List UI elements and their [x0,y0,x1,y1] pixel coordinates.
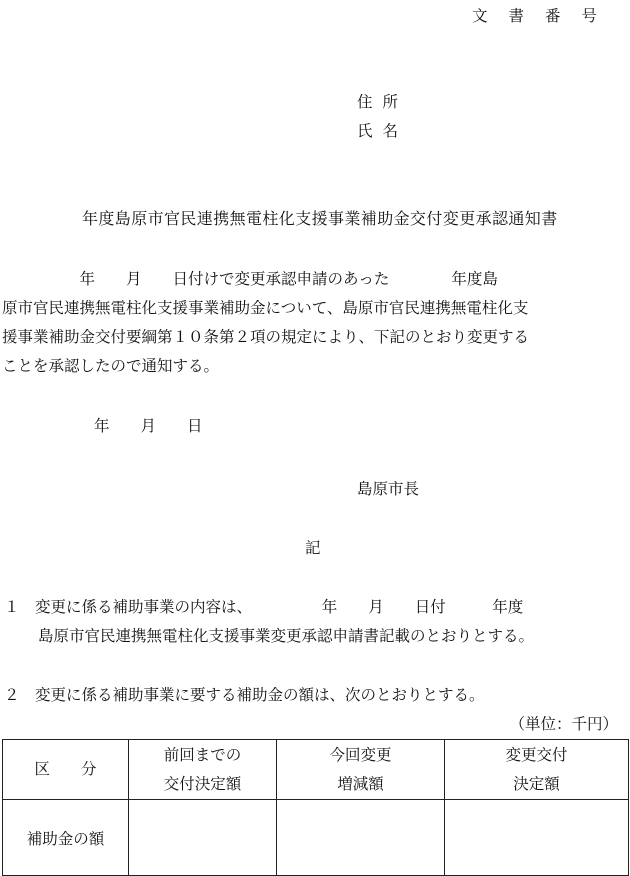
amount-cell [129,800,277,876]
header-text: 変更交付 [505,745,568,764]
document-number: 文書番号 [471,7,618,25]
subsidy-amount-table [2,739,629,876]
amount-cell [445,800,629,876]
ki-heading: 記 [305,539,321,557]
item-1-line-1: １ 変更に係る補助事業の内容は、 年 月 日付 年度 [4,598,524,616]
body-line: 年 月 日付けで変更承認申請のあった 年度島 [2,270,498,288]
issuer-name: 島原市長 [357,480,420,498]
body-line: 原市官民連携無電柱化支援事業補助金について、島原市官民連携無電柱化支 [2,299,529,317]
notice-date: 年 月 日 [94,417,203,435]
name-label: 氏名 [357,122,409,140]
item-2: ２ 変更に係る補助事業に要する補助金の額は、次のとおりとする。 [4,686,485,704]
item-1-line-2: 島原市官民連携無電柱化支援事業変更承認申請書記載のとおりとする。 [38,627,535,645]
header-text: 区 分 [34,760,97,778]
notice-body [2,265,628,381]
header-text: 今回変更 [329,745,392,764]
header-text: 交付決定額 [163,774,242,793]
header-text: 前回までの [163,745,242,764]
header-category [3,740,129,800]
header-new-amount [445,740,629,800]
table-row [3,800,629,876]
header-previous-amount [129,740,277,800]
header-text: 増減額 [337,774,384,793]
row-label: 補助金の額 [3,800,129,876]
body-line: ことを承認したので通知する。 [2,357,220,375]
unit-label: （単位：千円） [509,715,618,733]
document-title: 年度島原市官民連携無電柱化支援事業補助金交付変更承認通知書 [82,209,558,228]
address-label: 住所 [357,93,409,111]
table-header-row [3,740,629,800]
amount-cell [277,800,445,876]
header-change-amount [277,740,445,800]
body-line: 援事業補助金交付要綱第１０条第２項の規定により、下記のとおり変更する [2,328,530,346]
header-text: 決定額 [513,774,560,793]
